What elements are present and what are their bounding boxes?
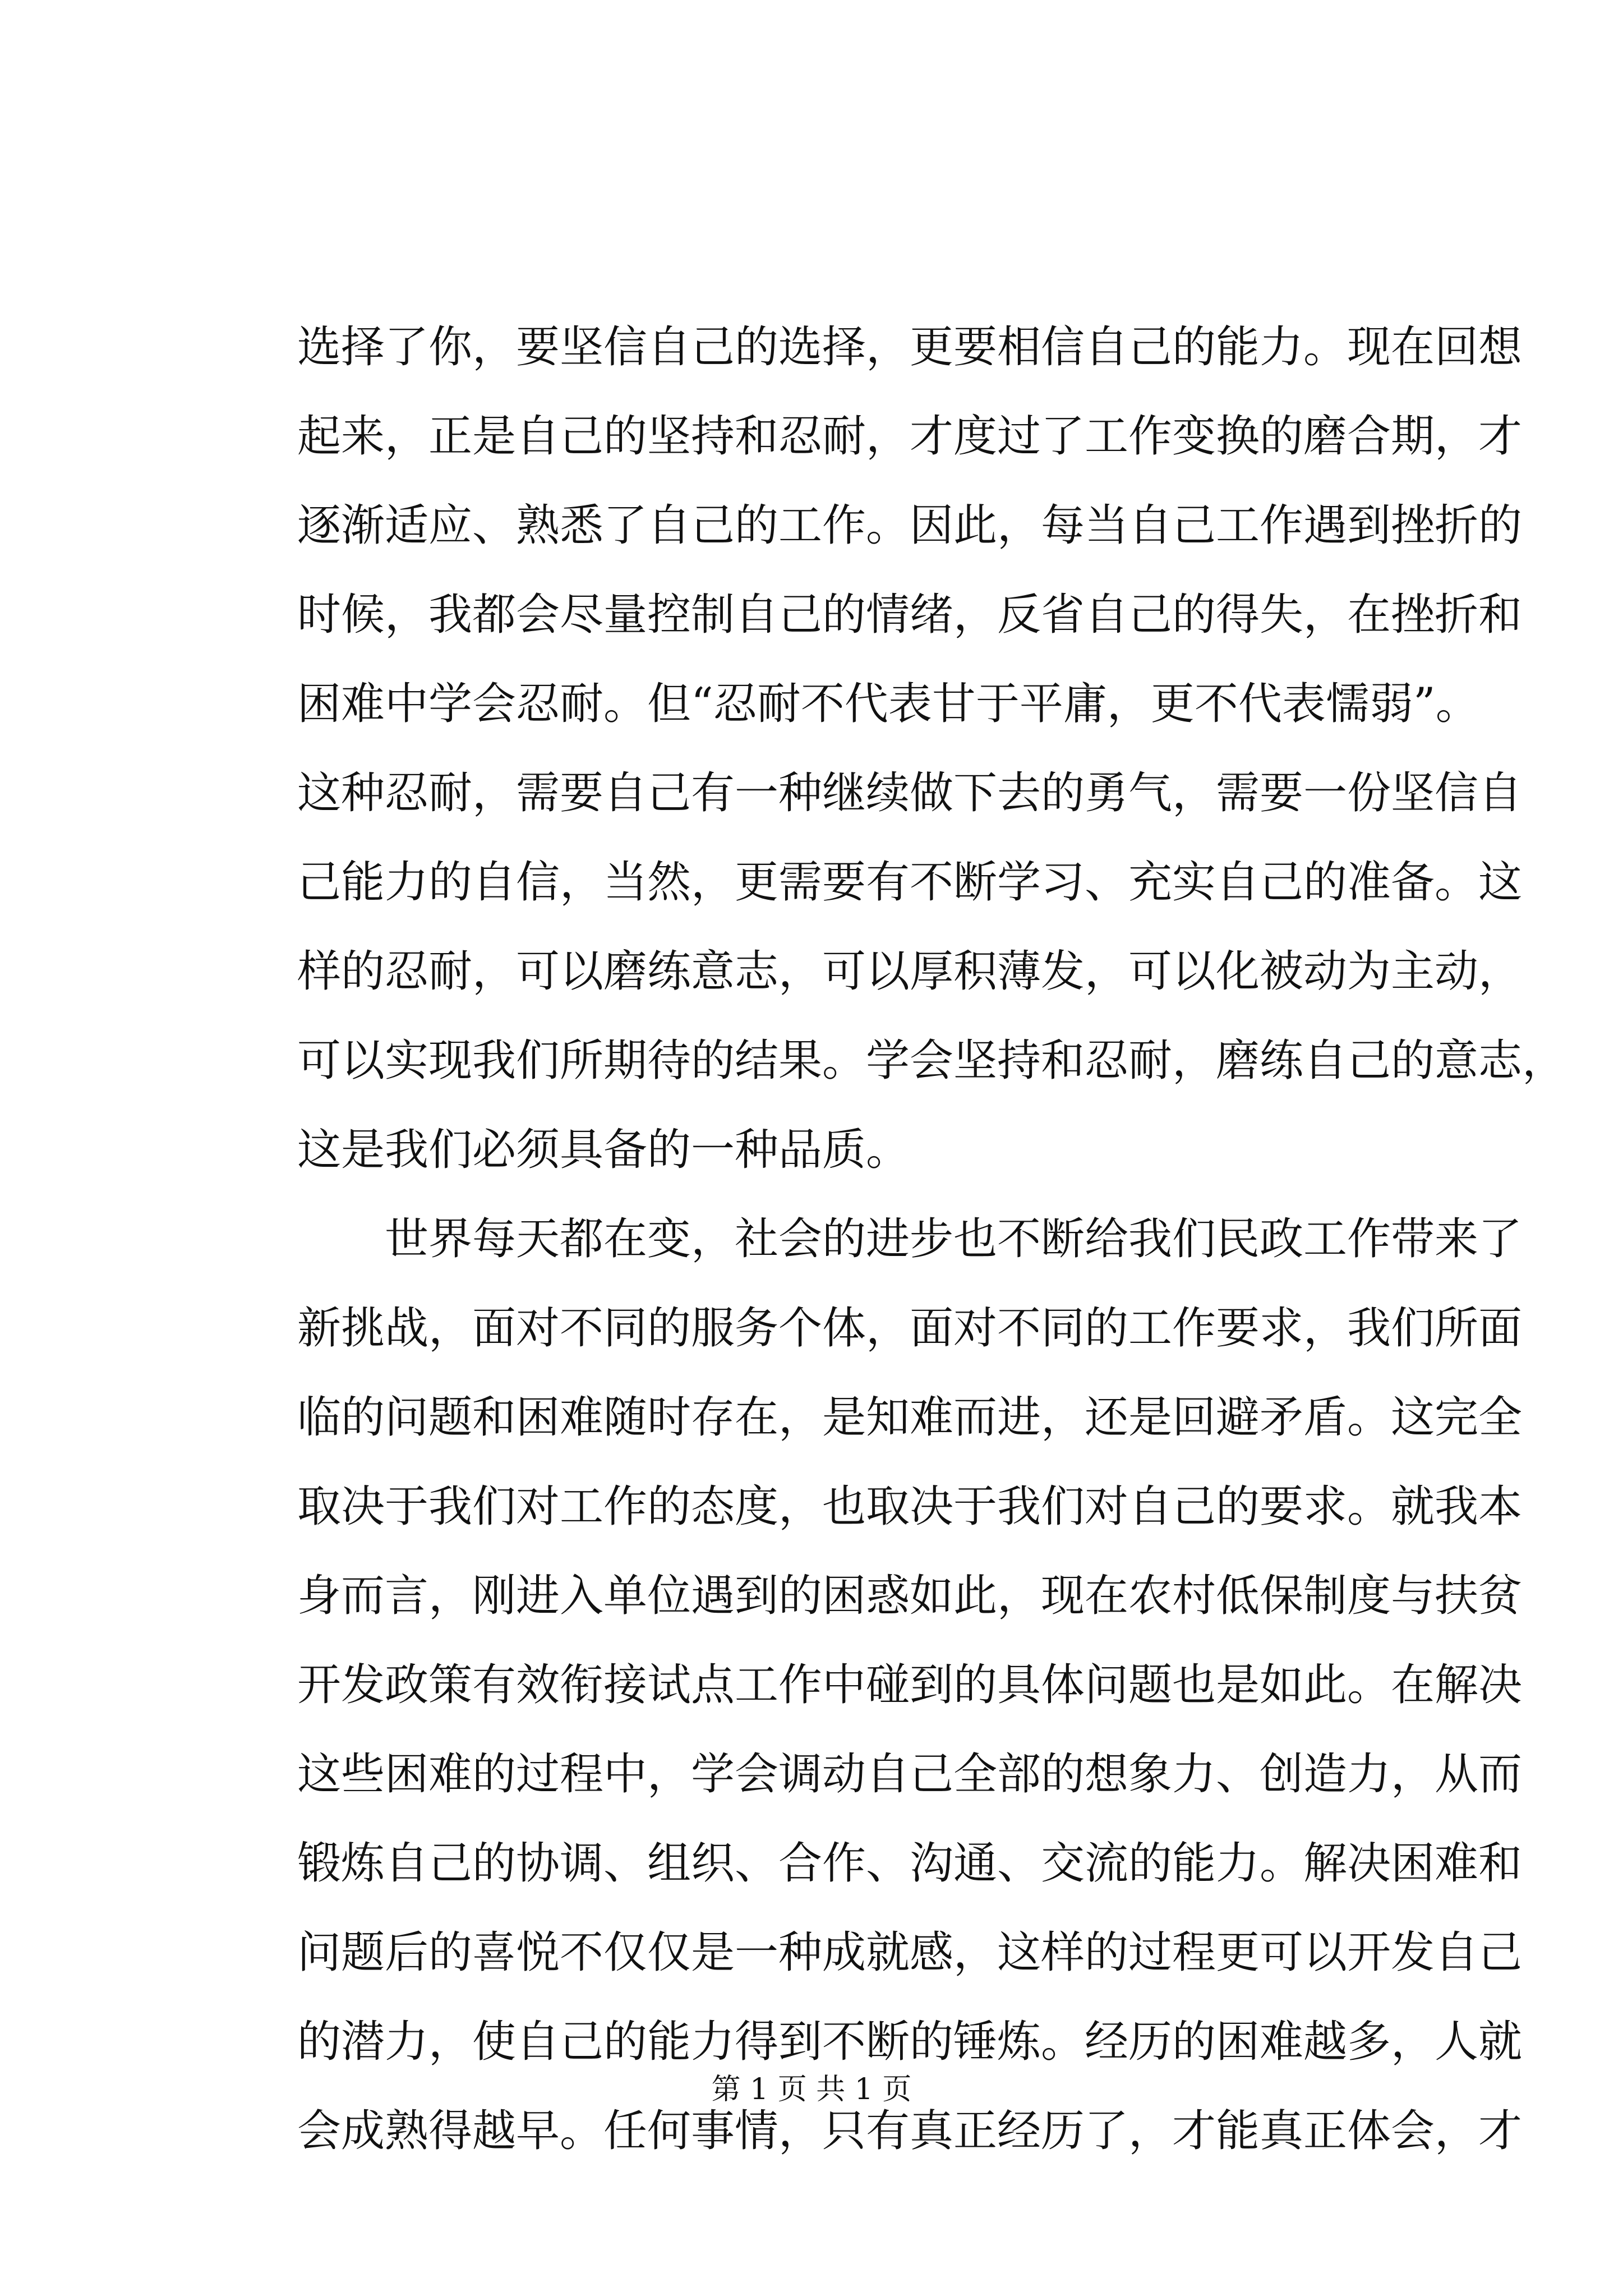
text-line: 起来，正是自己的坚持和忍耐，才度过了工作变换的磨合期，才 — [297, 411, 1523, 462]
text-line: 己能力的自信，当然，更需要有不断学习、充实自己的准备。这 — [297, 857, 1523, 908]
text-line: 这是我们必须具备的一种品质。 — [297, 1125, 910, 1175]
text-line: 可以实现我们所期待的结果。学会坚持和忍耐，磨练自己的意志， — [297, 1036, 1566, 1086]
text-line: 世界每天都在变，社会的进步也不断给我们民政工作带来了 — [385, 1214, 1523, 1264]
text-line: 问题后的喜悦不仅仅是一种成就感，这样的过程更可以开发自己 — [297, 1927, 1523, 1978]
text-line: 这些困难的过程中，学会调动自己全部的想象力、创造力，从而 — [297, 1749, 1523, 1800]
paragraph — [297, 1195, 1523, 2176]
page-number-footer: 第 1 页 共 1 页 — [711, 2073, 912, 2106]
paragraph — [297, 303, 1566, 1195]
text-line: 开发政策有效衔接试点工作中碰到的具体问题也是如此。在解决 — [297, 1660, 1523, 1710]
body-text — [297, 303, 1566, 2176]
text-line: 困难中学会忍耐。但“忍耐不代表甘于平庸，更不代表懦弱”。 — [297, 679, 1479, 729]
text-line: 临的问题和困难随时存在，是知难而进，还是回避矛盾。这完全 — [297, 1392, 1523, 1443]
text-line: 锻炼自己的协调、组织、合作、沟通、交流的能力。解决困难和 — [297, 1838, 1523, 1889]
text-line: 新挑战，面对不同的服务个体，面对不同的工作要求，我们所面 — [297, 1303, 1523, 1354]
text-line: 逐渐适应、熟悉了自己的工作。因此，每当自己工作遇到挫折的 — [297, 500, 1523, 551]
text-line: 样的忍耐，可以磨练意志，可以厚积薄发，可以化被动为主动， — [297, 946, 1523, 997]
text-line: 选择了你，要坚信自己的选择，更要相信自己的能力。现在回想 — [297, 322, 1523, 372]
text-line: 取决于我们对工作的态度，也取决于我们对自己的要求。就我本 — [297, 1481, 1523, 1532]
text-line: 会成熟得越早。任何事情，只有真正经历了，才能真正体会，才 — [297, 2106, 1523, 2156]
text-line: 的潜力，使自己的能力得到不断的锤炼。经历的困难越多，人就 — [297, 2017, 1523, 2067]
text-line: 时候，我都会尽量控制自己的情绪，反省自己的得失，在挫折和 — [297, 590, 1523, 640]
text-line: 这种忍耐，需要自己有一种继续做下去的勇气，需要一份坚信自 — [297, 768, 1523, 818]
text-line: 身而言，刚进入单位遇到的困惑如此，现在农村低保制度与扶贫 — [297, 1571, 1523, 1621]
